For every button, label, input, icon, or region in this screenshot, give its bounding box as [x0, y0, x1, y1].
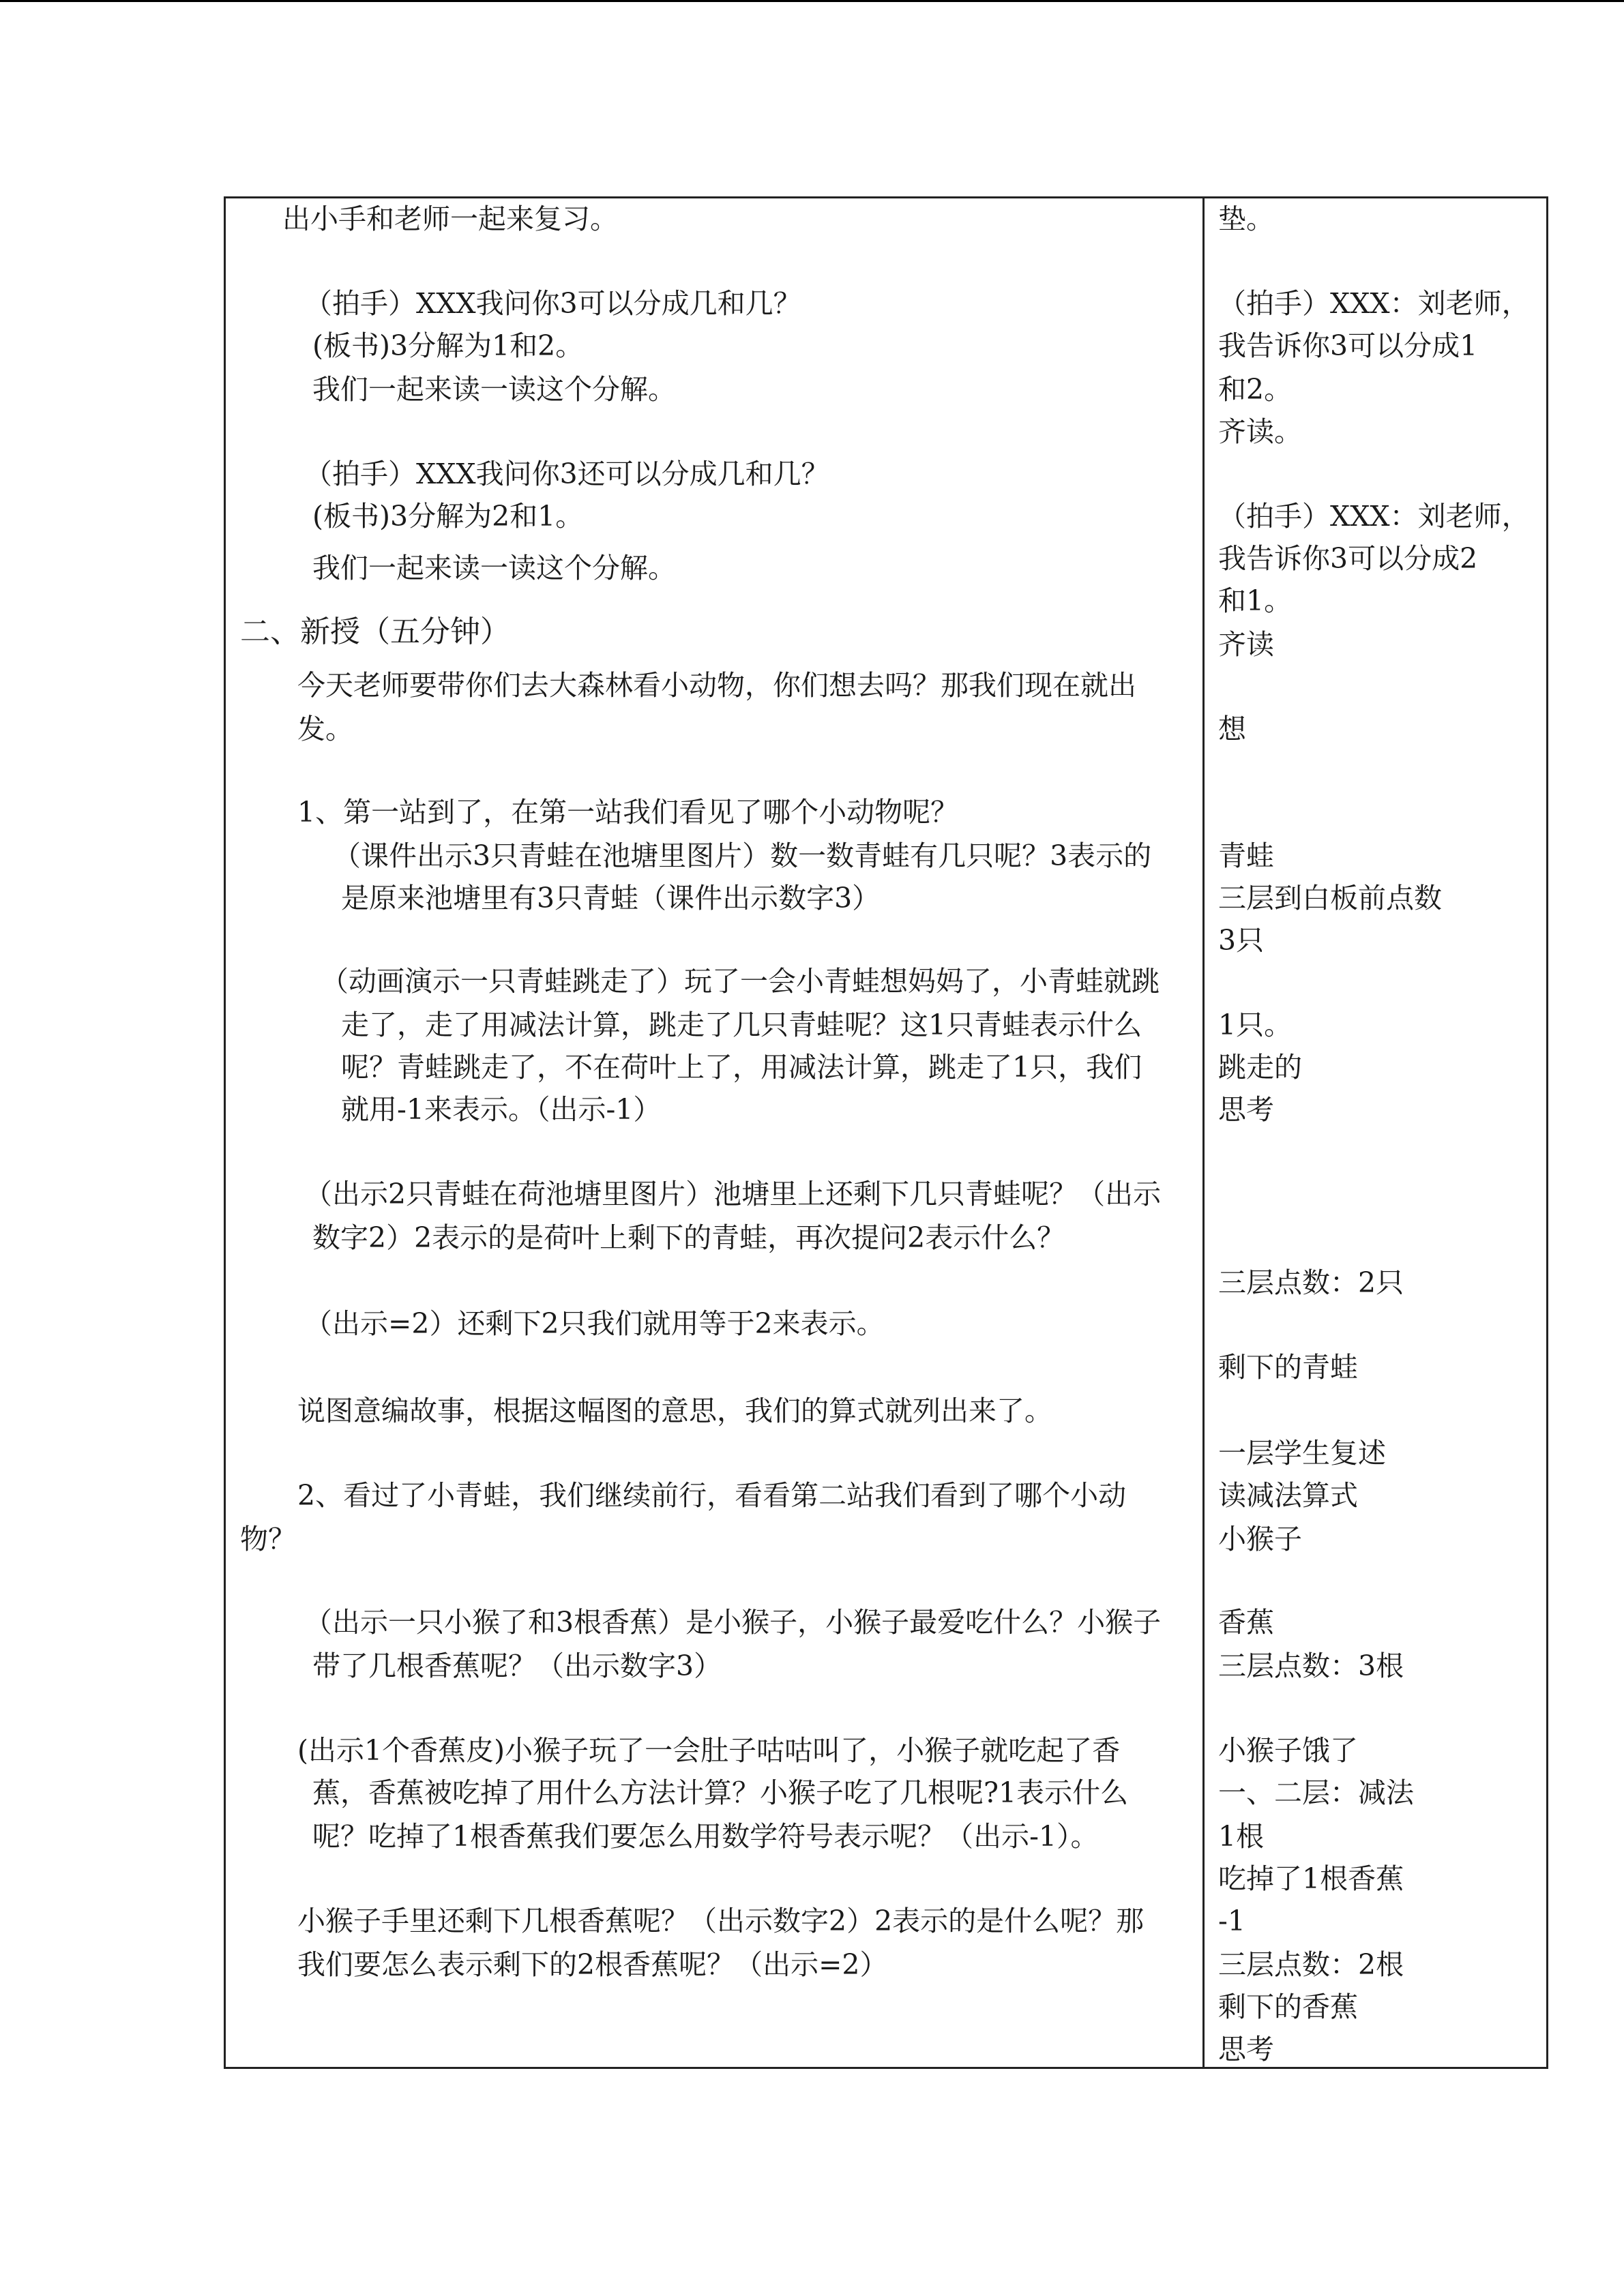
text-line: 我们一起来读一读这个分解。	[312, 373, 676, 406]
text-line: 呢？青蛙跳走了，不在荷叶上了，用减法计算，跳走了1只，我们	[341, 1051, 1142, 1084]
text-line: 我告诉你3可以分成2	[1218, 542, 1478, 575]
column-divider	[1202, 196, 1205, 2069]
text-line: 1只。	[1218, 1009, 1293, 1041]
text-line: (板书)3分解为2和1。	[312, 500, 584, 533]
text-line: 思考	[1218, 1093, 1274, 1126]
step-heading: 2、看过了小青蛙，我们继续前行，看看第二站我们看到了哪个小动	[297, 1479, 1127, 1512]
text-line: (板书)3分解为1和2。	[312, 329, 584, 362]
text-line: 青蛙	[1218, 839, 1274, 872]
text-line: 想	[1218, 713, 1246, 745]
text-line: 出小手和老师一起来复习。	[282, 203, 618, 235]
text-line: 三层点数：2根	[1218, 1948, 1404, 1981]
text-line: 小猴子饿了	[1218, 1734, 1358, 1767]
text-line: 三层到白板前点数	[1218, 882, 1442, 914]
text-line: （出示=2）还剩下2只我们就用等于2来表示。	[304, 1307, 885, 1340]
text-line: 物？	[240, 1523, 296, 1555]
text-line: （动画演示一只青蛙跳走了）玩了一会小青蛙想妈妈了，小青蛙就跳	[321, 965, 1160, 998]
text-line: 走了，走了用减法计算，跳走了几只青蛙呢？这1只青蛙表示什么	[341, 1009, 1142, 1041]
step-heading: 1、第一站到了，在第一站我们看见了哪个小动物呢？	[297, 796, 959, 829]
text-line: 思考	[1218, 2033, 1274, 2066]
text-line: 小猴子	[1218, 1523, 1302, 1555]
text-line: 吃掉了1根香蕉	[1218, 1862, 1404, 1895]
text-line: 小猴子手里还剩下几根香蕉呢？（出示数字2）2表示的是什么呢？那	[297, 1905, 1145, 1937]
text-line: 齐读。	[1218, 415, 1302, 448]
text-line: 3只	[1218, 924, 1265, 957]
text-line: 一层学生复述	[1218, 1437, 1386, 1470]
text-line: 跳走的	[1218, 1051, 1302, 1084]
text-line: （拍手）XXX：刘老师，	[1218, 500, 1530, 533]
text-line: 蕉，香蕉被吃掉了用什么方法计算？小猴子吃了几根呢?1表示什么	[312, 1776, 1129, 1809]
text-line: 和2。	[1218, 373, 1293, 406]
text-line: 香蕉	[1218, 1606, 1274, 1639]
text-line: 1根	[1218, 1820, 1265, 1853]
text-line: 齐读	[1218, 628, 1274, 661]
text-line: 数字2）2表示的是荷叶上剩下的青蛙，再次提问2表示什么？	[312, 1221, 1065, 1254]
text-line: （课件出示3只青蛙在池塘里图片）数一数青蛙有几只呢？3表示的	[333, 839, 1152, 872]
text-line: (出示1个香蕉皮)小猴子玩了一会肚子咕咕叫了，小猴子就吃起了香	[297, 1734, 1121, 1767]
text-line: 呢？吃掉了1根香蕉我们要怎么用数学符号表示呢？（出示-1）。	[312, 1820, 1099, 1853]
top-border-line	[0, 0, 1624, 2]
text-line: 和1。	[1218, 584, 1293, 617]
text-line: 带了几根香蕉呢？（出示数字3）	[312, 1650, 722, 1682]
text-line: （出示一只小猴了和3根香蕉）是小猴子，小猴子最爱吃什么？小猴子	[304, 1606, 1162, 1639]
text-line: 我们要怎么表示剩下的2根香蕉呢？（出示=2）	[297, 1948, 888, 1981]
text-line: 三层点数：3根	[1218, 1650, 1404, 1682]
text-line: 剩下的香蕉	[1218, 1991, 1358, 2023]
text-line: 说图意编故事，根据这幅图的意思，我们的算式就列出来了。	[297, 1395, 1052, 1427]
text-line: 是原来池塘里有3只青蛙（课件出示数字3）	[341, 882, 881, 914]
text-line: 今天老师要带你们去大森林看小动物，你们想去吗？那我们现在就出	[297, 669, 1136, 702]
text-line: 我们一起来读一读这个分解。	[312, 552, 676, 584]
text-line: 三层点数：2只	[1218, 1266, 1404, 1299]
text-line: 发。	[297, 713, 353, 745]
text-line: 读减法算式	[1218, 1479, 1358, 1512]
text-line: 剩下的青蛙	[1218, 1351, 1358, 1384]
text-line: 垫。	[1218, 203, 1274, 235]
text-line: -1	[1218, 1905, 1245, 1937]
text-line: 我告诉你3可以分成1	[1218, 329, 1478, 362]
text-line: （拍手）XXX我问你3可以分成几和几？	[304, 287, 801, 320]
section-heading: 二、新授（五分钟）	[240, 614, 510, 649]
text-line: 一、二层：减法	[1218, 1776, 1414, 1809]
text-line: 就用-1来表示。（出示-1）	[341, 1093, 662, 1126]
text-line: （拍手）XXX我问你3还可以分成几和几？	[304, 458, 829, 490]
text-line: （出示2只青蛙在荷池塘里图片）池塘里上还剩下几只青蛙呢？（出示	[304, 1178, 1162, 1210]
text-line: （拍手）XXX：刘老师，	[1218, 287, 1530, 320]
